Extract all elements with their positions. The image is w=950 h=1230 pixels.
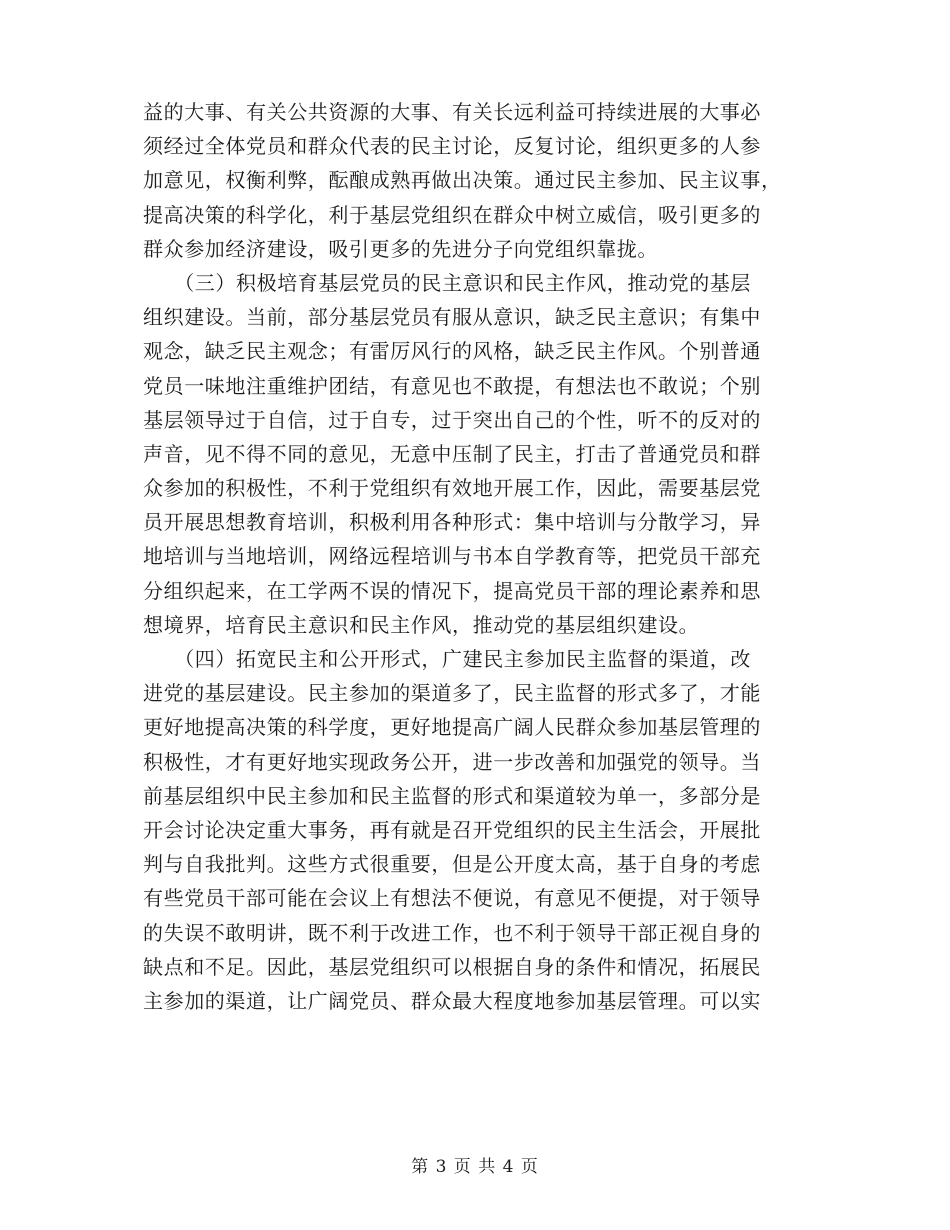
body-text-line: 群众参加经济建设，吸引更多的先进分子向党组织靠拢。 xyxy=(143,236,658,261)
body-text-line: 进党的基层建设。民主参加的渠道多了，民主监督的形式多了，才能 xyxy=(143,681,761,706)
body-text-line: 观念，缺乏民主观念；有雷厉风行的风格，缺乏民主作风。个别普通 xyxy=(143,339,761,364)
body-text-line: 益的大事、有关公共资源的大事、有关长远利益可持续进展的大事必 xyxy=(143,100,761,124)
body-text-line: 想境界，培育民主意识和民主作风，推动党的基层组织建设。 xyxy=(143,612,700,637)
body-text-line: 主参加的渠道，让广阔党员、群众最大程度地参加基层管理。可以实 xyxy=(143,988,761,1013)
body-text-line: 员开展思想教育培训，积极利用各种形式：集中培训与分散学习，异 xyxy=(143,510,761,535)
body-text-line: 众参加的积极性，不利于党组织有效地开展工作，因此，需要基层党 xyxy=(143,476,761,501)
body-text-line: 须经过全体党员和群众代表的民主讨论，反复讨论，组织更多的人参 xyxy=(143,134,761,159)
body-text-line: 提高决策的科学化，利于基层党组织在群众中树立威信，吸引更多的 xyxy=(143,202,761,227)
body-text-line: （三）积极培育基层党员的民主意识和民主作风，推动党的基层 xyxy=(143,270,751,295)
page-footer: 第 3 页 共 4 页 xyxy=(411,1157,539,1177)
body-text-line: 组织建设。当前，部分基层党员有服从意识，缺乏民主意识；有集中 xyxy=(143,305,761,330)
body-text-line: （四）拓宽民主和公开形式，广建民主参加民主监督的渠道，改 xyxy=(143,647,751,671)
body-text-line: 分组织起来，在工学两不误的情况下，提高党员干部的理论素养和思 xyxy=(143,578,761,603)
body-text-line: 缺点和不足。因此，基层党组织可以根据自身的条件和情况，拓展民 xyxy=(143,954,761,979)
body-text-line: 有些党员干部可能在会议上有想法不便说，有意见不便提，对于领导 xyxy=(143,886,761,911)
body-text-line: 前基层组织中民主参加和民主监督的形式和渠道较为单一，多部分是 xyxy=(143,783,761,808)
body-text-line: 党员一味地注重维护团结，有意见也不敢提，有想法也不敢说；个别 xyxy=(143,373,761,398)
body-text-line: 的失误不敢明讲，既不利于改进工作，也不利于领导干部正视自身的 xyxy=(143,920,761,945)
body-text-line: 加意见，权衡利弊，酝酿成熟再做出决策。通过民主参加、民主议事， xyxy=(143,168,782,193)
body-text-line: 地培训与当地培训，网络远程培训与书本自学教育等，把党员干部充 xyxy=(143,544,761,569)
body-text-line: 开会讨论决定重大事务，再有就是召开党组织的民主生活会，开展批 xyxy=(143,817,761,842)
body-text-line: 更好地提高决策的科学度，更好地提高广阔人民群众参加基层管理的 xyxy=(143,715,761,740)
body-text-line: 基层领导过于自信，过于自专，过于突出自己的个性，听不的反对的 xyxy=(143,407,761,432)
body-text-line: 声音，见不得不同的意见，无意中压制了民主，打击了普通党员和群 xyxy=(143,441,761,466)
document-body xyxy=(143,95,823,1018)
body-text-line: 积极性，才有更好地实现政务公开，进一步改善和加强党的领导。当 xyxy=(143,749,761,774)
body-text-line: 判与自我批判。这些方式很重要，但是公开度太高，基于自身的考虑 xyxy=(143,852,761,877)
